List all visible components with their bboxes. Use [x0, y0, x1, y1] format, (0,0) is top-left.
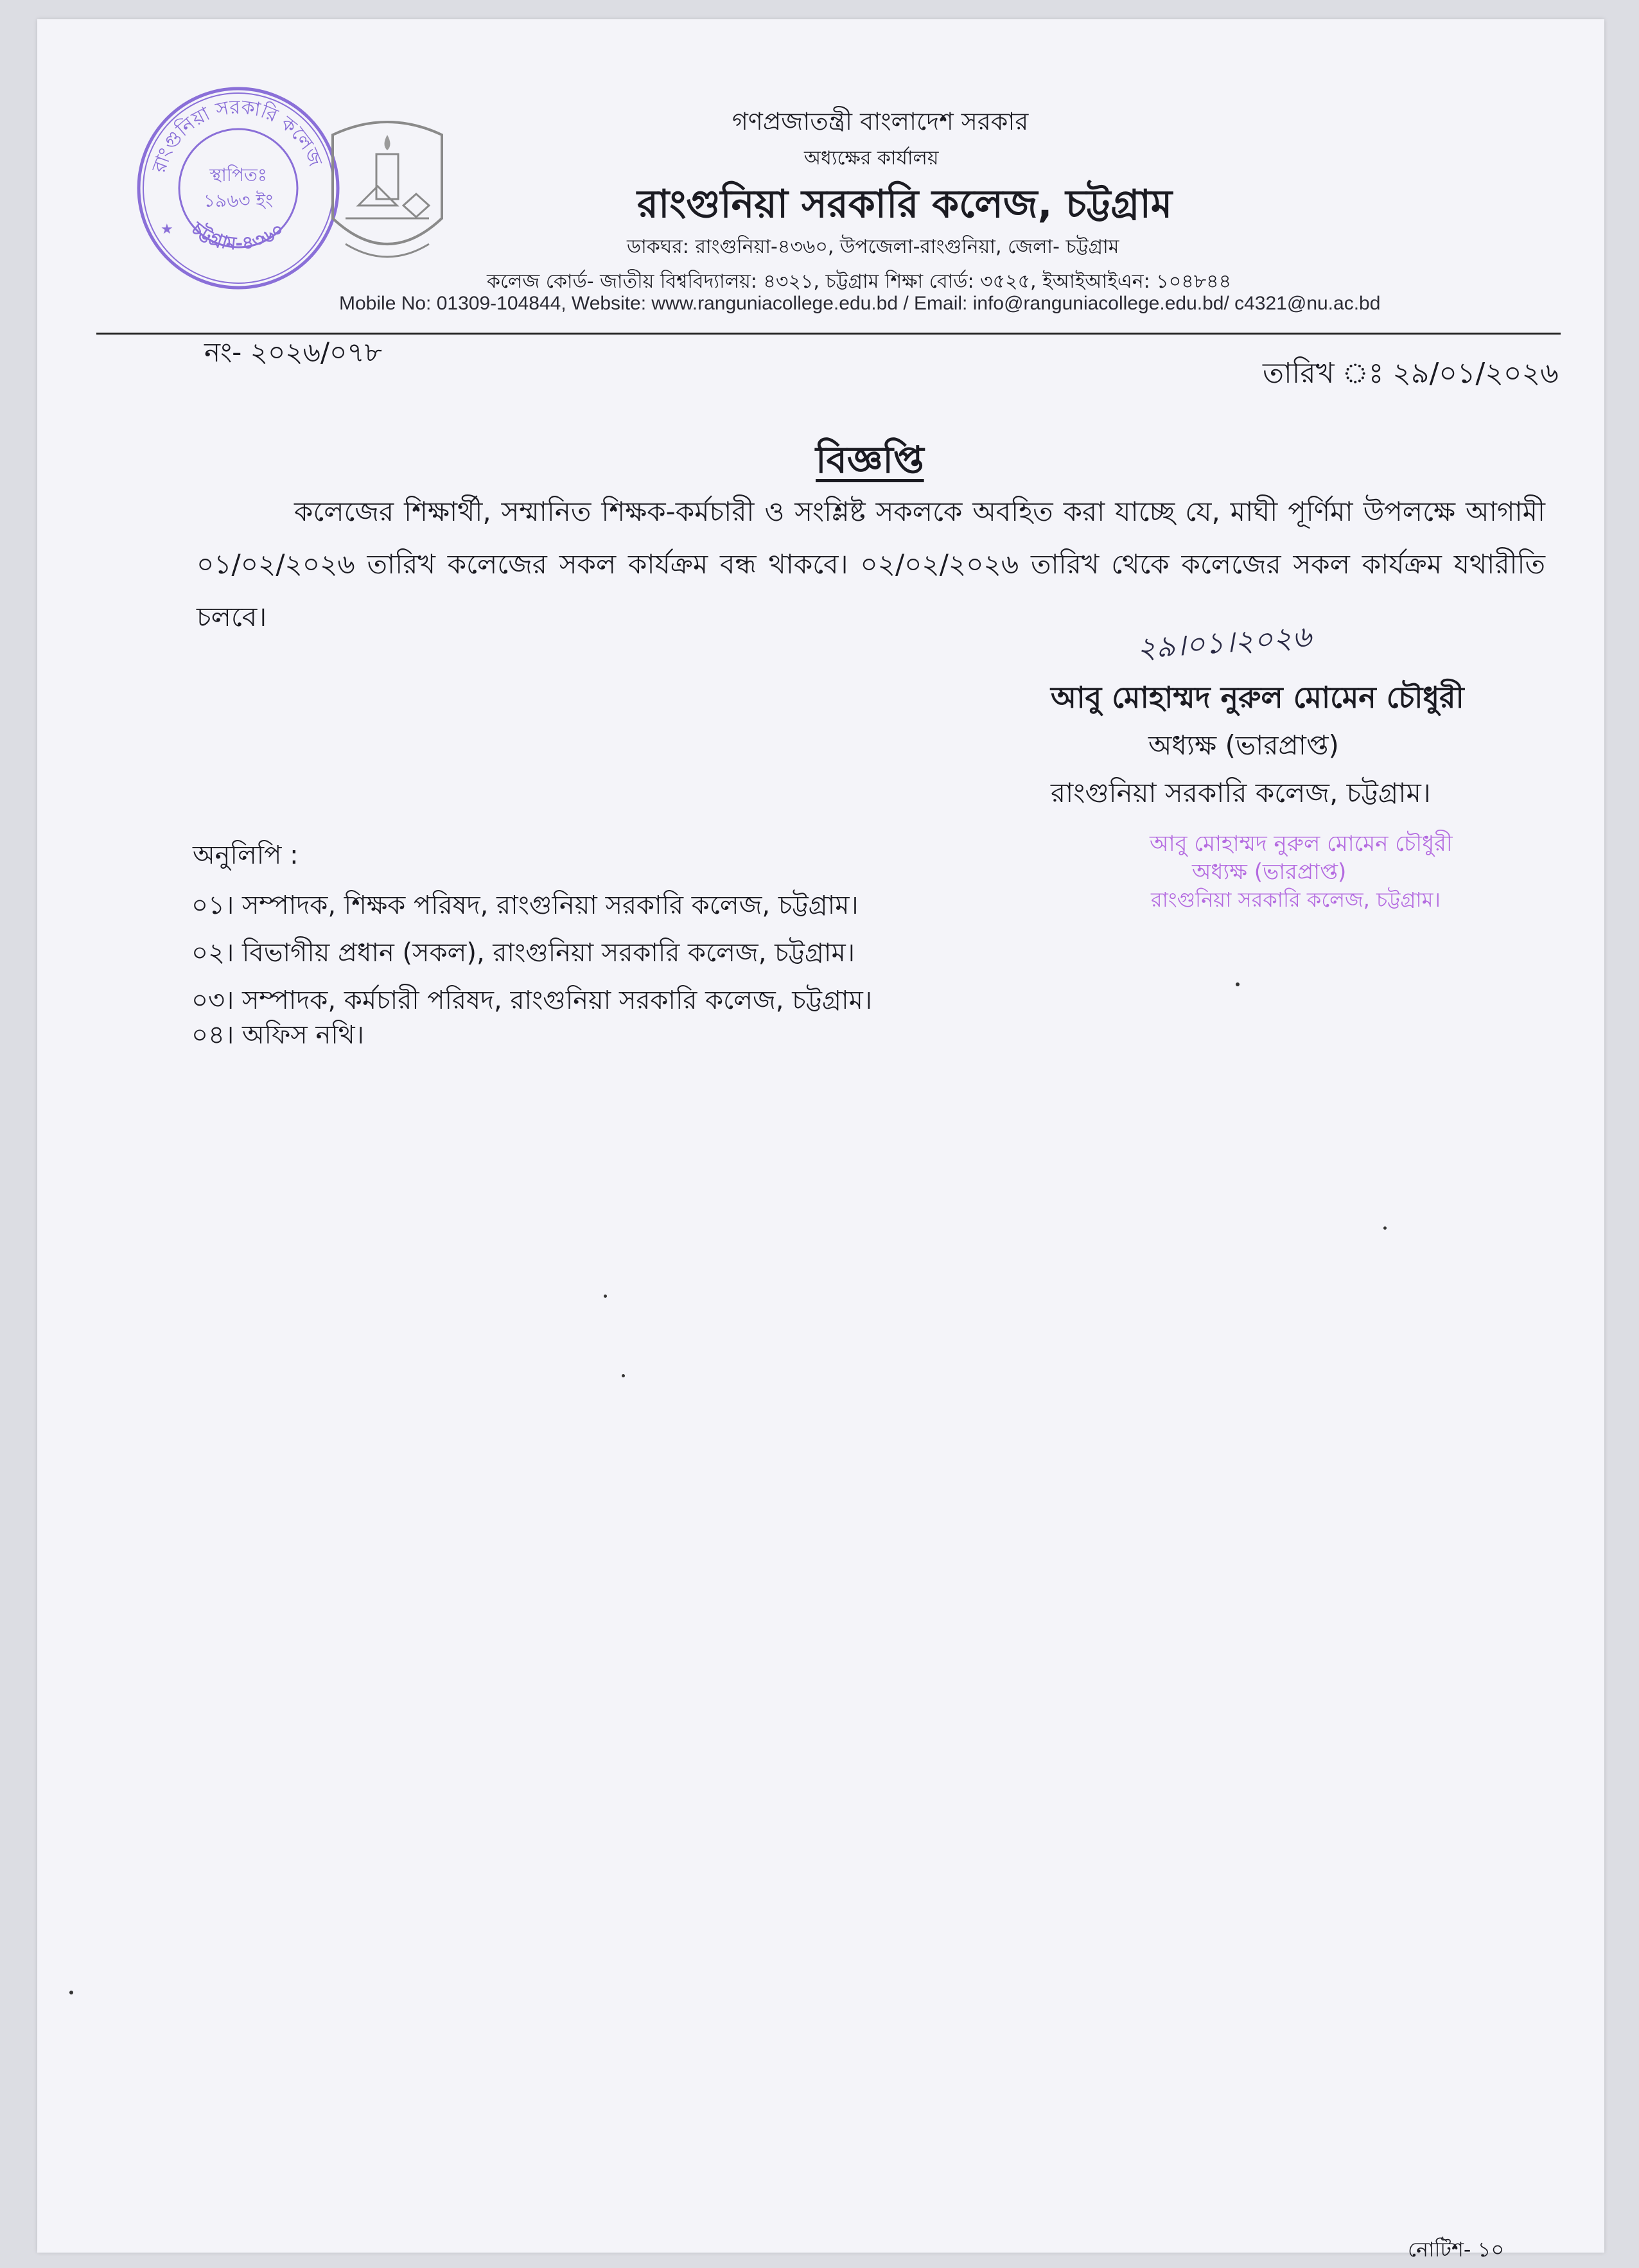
seal-established-year: ১৯৬৩ ইং	[203, 190, 274, 211]
memo-date: তারিখ ঃ ২৯/০১/২০২৬	[1263, 357, 1559, 390]
handwritten-signature: ২৯।০১।২০২৬	[1135, 618, 1313, 666]
seal-ring-text: রাংগুনিয়া সরকারি কলেজ	[148, 96, 327, 176]
letterhead-office: অধ্যক্ষের কার্যালয়	[804, 147, 939, 170]
copies-item: ০২। বিভাগীয় প্রধান (সকল), রাংগুনিয়া সরকারি কলেজ, চট্টগ্রাম।	[191, 938, 855, 968]
stamp-name: আবু মোহাম্মদ নুরুল মোমেন চৌধুরী	[1150, 831, 1453, 857]
stamp-designation: অধ্যক্ষ (ভারপ্রাপ্ত)	[1192, 859, 1347, 885]
seal-location: চট্টগ্রাম-৪৩৬০	[187, 218, 288, 254]
letterhead-address: ডাকঘর: রাংগুনিয়া-৪৩৬০, উপজেলা-রাংগুনিয়া, জেলা- চট্টগ্রাম	[627, 236, 1119, 258]
seal-established-label: স্থাপিতঃ	[209, 164, 267, 186]
scan-speck	[622, 1374, 625, 1377]
footer-notice-number: নোটিশ- ১০	[1408, 2237, 1505, 2262]
seal-star-icon: ★	[161, 222, 173, 238]
copies-item: ০৪। অফিস নথি।	[191, 1020, 364, 1050]
copies-item: ০১। সম্পাদক, শিক্ষক পরিষদ, রাংগুনিয়া সরকারি কলেজ, চট্টগ্রাম।	[191, 891, 859, 920]
signatory-name: আবু মোহাম্মদ নুরুল মোমেন চৌধুরী	[1051, 680, 1464, 715]
college-seal	[135, 85, 342, 292]
signatory-institution: রাংগুনিয়া সরকারি কলেজ, চট্টগ্রাম।	[1051, 777, 1431, 808]
letterhead-college-name: রাংগুনিয়া সরকারি কলেজ, চট্টগ্রাম	[637, 182, 1173, 227]
signatory-designation: অধ্যক্ষ (ভারপ্রাপ্ত)	[1148, 729, 1339, 761]
stamp-institution: রাংগুনিয়া সরকারি কলেজ, চট্টগ্রাম।	[1151, 887, 1441, 912]
letterhead-codes: কলেজ কোর্ড- জাতীয় বিশ্ববিদ্যালয়: ৪৩২১, চট্টগ্রাম শিক্ষা বোর্ড: ৩৫২৫, ইআইআইএন: ১০৪৮৪৪	[487, 270, 1232, 293]
memo-number: নং- ২০২৬/০৭৮	[204, 336, 382, 368]
letterhead-contact: Mobile No: 01309-104844, Website: www.ranguniacollege.edu.bd / Email: info@ranguniacollege.edu.bd/ c4321@nu.ac.bd	[339, 293, 1381, 314]
scan-speck	[604, 1295, 607, 1298]
copies-item: ০৩। সম্পাদক, কর্মচারী পরিষদ, রাংগুনিয়া সরকারি কলেজ, চট্টগ্রাম।	[191, 986, 873, 1015]
college-crest-logo	[320, 109, 455, 283]
scan-speck	[1236, 982, 1240, 986]
copies-label: অনুলিপি :	[193, 841, 299, 870]
letterhead-government: গণপ্রজাতন্ত্রী বাংলাদেশ সরকার	[732, 107, 1029, 135]
notice-body: কলেজের শিক্ষার্থী, সম্মানিত শিক্ষক-কর্মচারী ও সংশ্লিষ্ট সকলকে অবহিত করা যাচ্ছে যে, মাঘী পূর্ণিমা উপলক্ষে আগামী ০১/০২/২০২৬ তারিখ কলেজের সকল কার্যক্রম বন্ধ থাকবে। ০২/০২/২০২৬ তারিখ থেকে কলেজের সকল কার্যক্রম যথারীতি চলবে।	[197, 496, 1545, 632]
svg-text:চট্টগ্রাম-৪৩৬০	[187, 218, 288, 254]
scan-speck	[1383, 1226, 1387, 1230]
scan-speck	[69, 1991, 73, 1994]
notice-title: বিজ্ঞপ্তি	[816, 438, 924, 482]
